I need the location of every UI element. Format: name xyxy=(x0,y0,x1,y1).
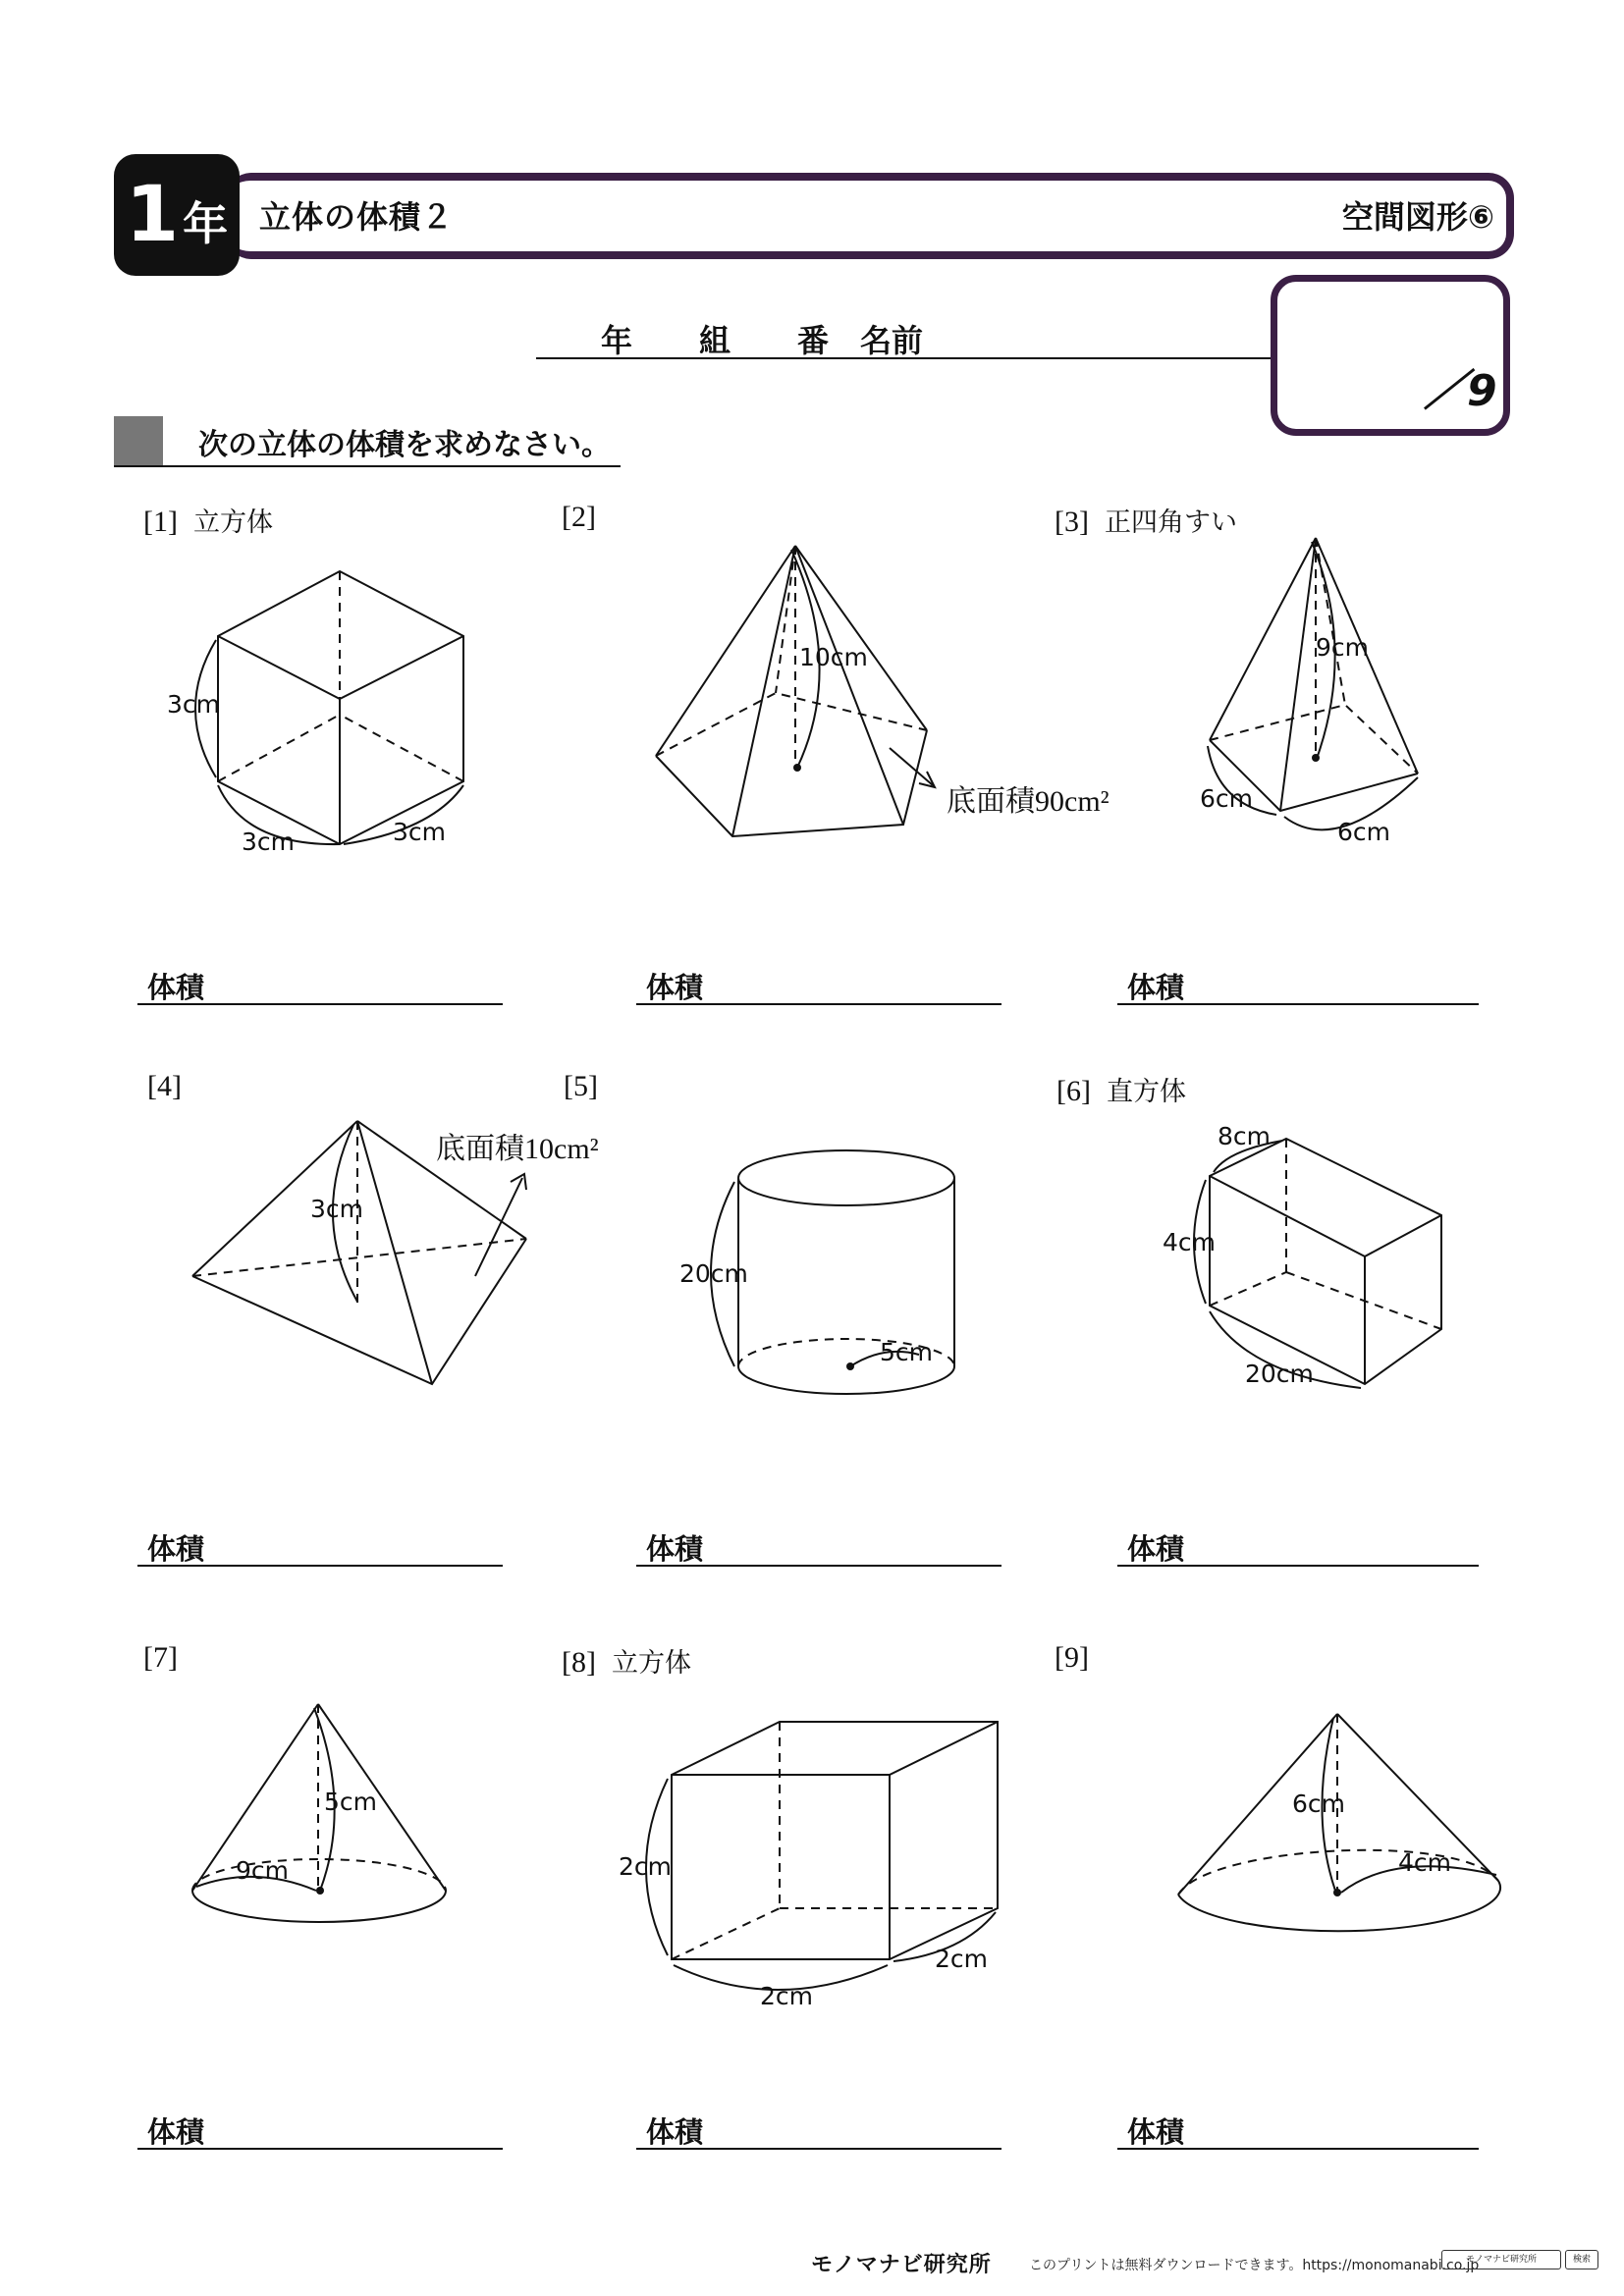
score-text: ／9 xyxy=(1424,366,1497,416)
problem-name: 直方体 xyxy=(1106,1077,1186,1107)
height-label: 5cm xyxy=(324,1788,378,1816)
answer-label: 体積 xyxy=(646,971,704,1004)
problem-number: [4] xyxy=(147,1070,182,1102)
problem-number: [3] xyxy=(1055,506,1089,538)
answer-label: 体積 xyxy=(1127,2115,1185,2149)
grade-number: 1 xyxy=(125,171,180,259)
dimension-label: 2cm xyxy=(619,1852,673,1881)
dimension-label: 6cm xyxy=(1200,784,1254,813)
problem-number: [2] xyxy=(562,501,596,533)
radius-label: 4cm xyxy=(1398,1848,1452,1877)
center-point xyxy=(1333,1889,1341,1896)
dimension-label: 3cm xyxy=(393,818,447,846)
radius-label: 9cm xyxy=(236,1856,290,1885)
footer-search-button[interactable]: 検索 xyxy=(1565,2250,1598,2269)
base-area-label: 底面積10cm² xyxy=(436,1133,599,1165)
height-label: 9cm xyxy=(1316,633,1370,662)
dimension-label: 4cm xyxy=(1163,1228,1217,1256)
name-label: 名前 xyxy=(860,322,924,359)
dimension-label: 3cm xyxy=(242,828,296,856)
problem-number: [6] xyxy=(1056,1075,1091,1107)
problem-number: [5] xyxy=(564,1070,598,1102)
dimension-label: 20cm xyxy=(1245,1360,1314,1388)
height-label: 10cm xyxy=(799,643,868,671)
problem-number: [7] xyxy=(143,1641,178,1674)
problem-name: 正四角すい xyxy=(1104,507,1237,538)
problem-name: 立方体 xyxy=(192,507,273,538)
height-label: 6cm xyxy=(1292,1789,1346,1818)
footer-logo: モノマナビ研究所 xyxy=(811,2253,992,2277)
year-label: 年 xyxy=(601,322,633,359)
problem-number: [8] xyxy=(562,1646,596,1679)
base-arc xyxy=(1178,1881,1500,1931)
grade-unit: 年 xyxy=(183,197,229,250)
number-label: 番 xyxy=(797,322,830,359)
answer-label: 体積 xyxy=(147,1532,205,1566)
answer-label: 体積 xyxy=(646,2115,704,2149)
answer-label: 体積 xyxy=(1127,1532,1185,1566)
answer-label: 体積 xyxy=(147,971,205,1004)
answer-label: 体積 xyxy=(147,2115,205,2149)
problem-name: 立方体 xyxy=(611,1648,691,1679)
page-title: 立体の体積２ xyxy=(259,198,455,236)
height-label: 3cm xyxy=(310,1195,364,1223)
dimension-label: 2cm xyxy=(760,1982,814,2010)
footer-search-box[interactable]: モノマナビ研究所 xyxy=(1441,2250,1561,2269)
height-label: 20cm xyxy=(679,1259,748,1288)
unit-title: 空間図形⑥ xyxy=(1341,198,1494,236)
dimension-label: 8cm xyxy=(1218,1122,1272,1150)
radius-label: 5cm xyxy=(880,1338,934,1366)
answer-label: 体積 xyxy=(1127,971,1185,1004)
class-label: 組 xyxy=(699,322,731,359)
problem-number: [9] xyxy=(1055,1641,1089,1674)
base-area-label: 底面積90cm² xyxy=(947,785,1110,818)
problem-number: [1] xyxy=(143,506,178,538)
instruction-text: 次の立体の体積を求めなさい。 xyxy=(198,428,611,462)
dimension-label: 3cm xyxy=(167,690,221,719)
answer-label: 体積 xyxy=(646,1532,704,1566)
footer-text: このプリントは無料ダウンロードできます。https://monomanabi.co.jp xyxy=(1029,2258,1480,2273)
dimension-label: 6cm xyxy=(1337,818,1391,846)
dimension-label: 2cm xyxy=(935,1945,989,1973)
